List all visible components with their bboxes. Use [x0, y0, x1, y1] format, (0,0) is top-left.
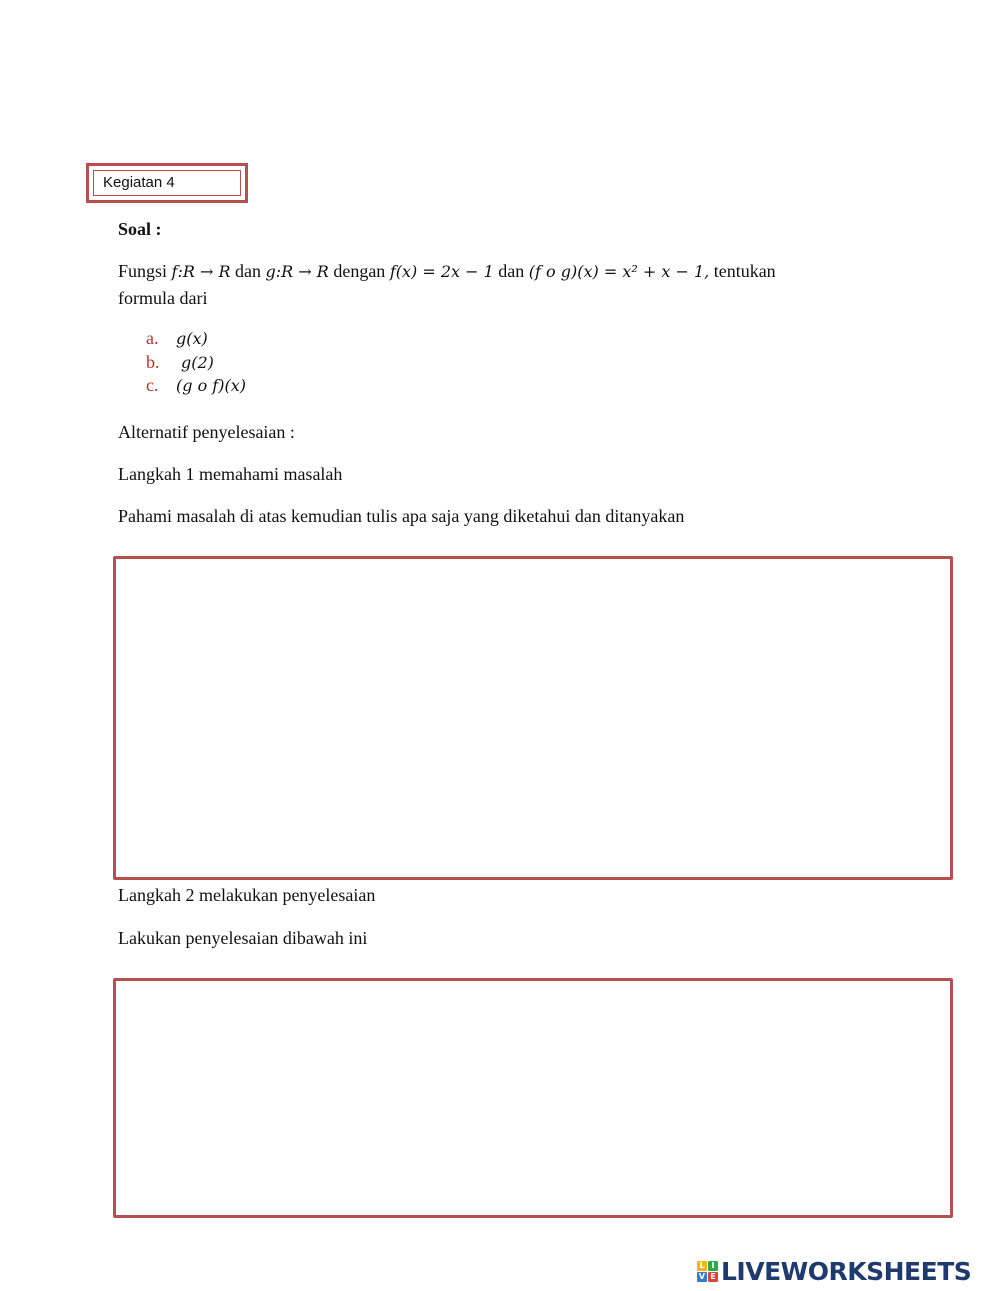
activity-heading-box — [86, 163, 248, 203]
word-dan: dan — [235, 261, 262, 281]
option-expression: g(2) — [181, 353, 214, 372]
word-dan: dan — [498, 261, 525, 281]
option-expression: g(x) — [176, 329, 208, 348]
question-title: Soal : — [118, 219, 162, 239]
step1-instruction: Pahami masalah di atas kemudian tulis apa saja yang diketahui dan ditanyakan — [118, 506, 685, 526]
alternative-solution-label: Alternatif penyelesaian : — [118, 422, 295, 442]
word-dengan: dengan — [333, 261, 386, 281]
option-expression: (g o f)(x) — [176, 376, 246, 395]
step2-instruction: Lakukan penyelesaian dibawah ini — [118, 928, 368, 948]
logo-cell: I — [708, 1261, 718, 1271]
problem-statement — [118, 258, 882, 311]
logo-icon — [697, 1261, 718, 1282]
option-letter: b. — [146, 352, 160, 372]
step2-title: Langkah 2 melakukan penyelesaian — [118, 885, 376, 905]
activity-heading-label: Kegiatan 4 — [93, 170, 241, 196]
logo-cell: E — [708, 1272, 718, 1282]
step1-answer-box[interactable] — [113, 556, 953, 880]
option-letter: a. — [146, 328, 159, 348]
liveworksheets-logo — [697, 1256, 995, 1286]
option-a — [146, 328, 208, 349]
step2-answer-box[interactable] — [113, 978, 953, 1218]
logo-cell: L — [697, 1261, 707, 1271]
option-letter: c. — [146, 375, 159, 395]
option-c — [146, 375, 246, 396]
word-fungsi: Fungsi — [118, 261, 168, 281]
step1-title: Langkah 1 memahami masalah — [118, 464, 343, 484]
word-tentukan: tentukan — [713, 261, 776, 281]
f-mapping: f:R → R — [171, 262, 231, 281]
f-definition: f(x) = 2x − 1 — [389, 262, 494, 281]
option-b — [146, 352, 214, 373]
logo-text: LIVEWORKSHEETS — [721, 1256, 972, 1286]
problem-line2: formula dari — [118, 288, 208, 308]
fog-definition: (f o g)(x) = x² + x − 1, — [528, 262, 710, 281]
g-mapping: g:R → R — [265, 262, 329, 281]
logo-cell: V — [698, 1271, 706, 1281]
